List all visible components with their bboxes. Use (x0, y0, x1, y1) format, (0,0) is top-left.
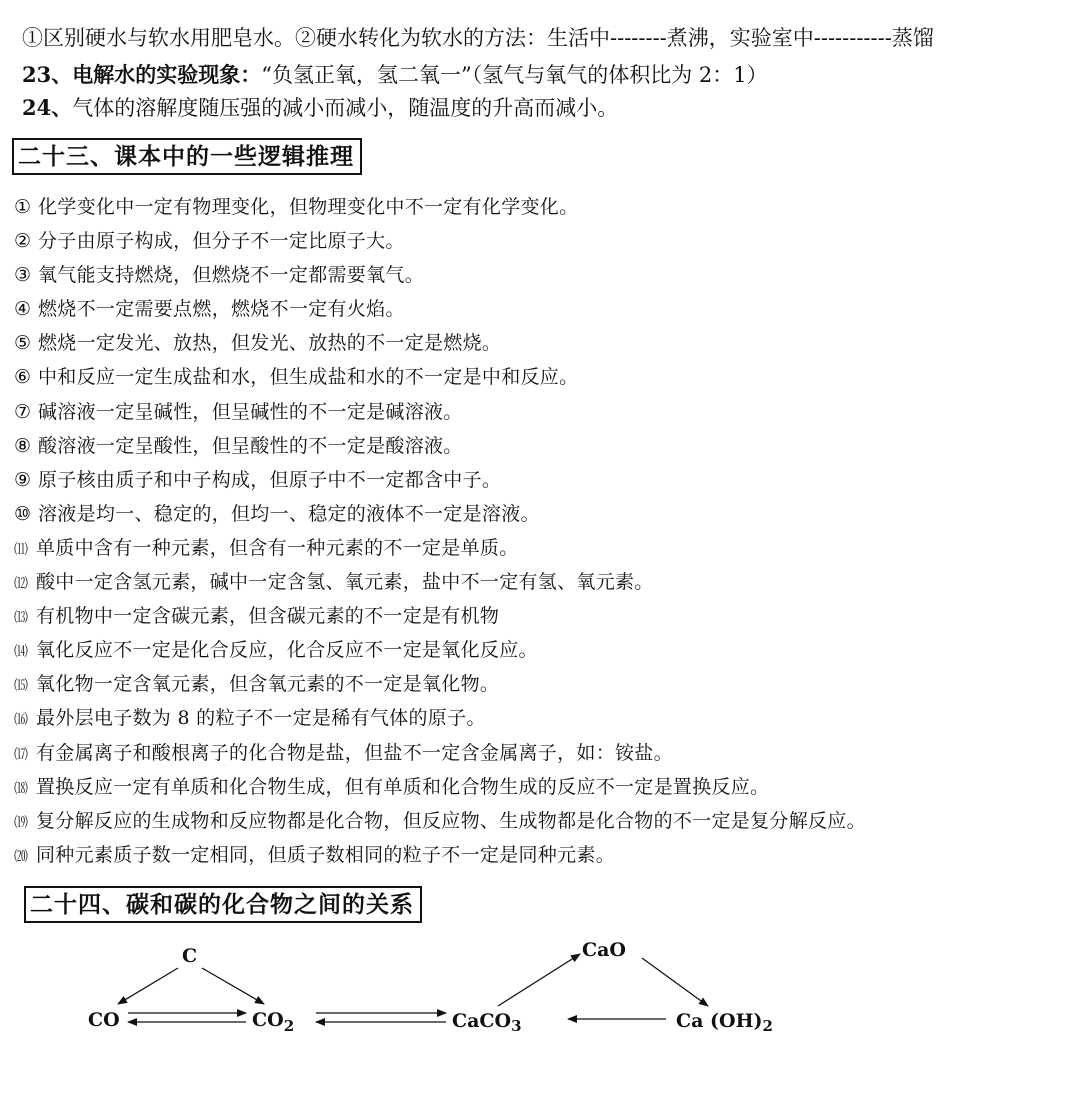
item-marker: ⒀ (14, 610, 29, 627)
item-text: 化学变化中一定有物理变化，但物理变化中不一定有化学变化。 (38, 196, 579, 218)
list-item (14, 565, 866, 599)
item-text: 燃烧一定发光、放热，但发光、放热的不一定是燃烧。 (38, 332, 502, 355)
item-text: 复分解反应的生成物和反应物都是化合物，但反应物、生成物都是化合物的不一定是复分解反应。 (36, 809, 866, 832)
list-item (14, 838, 866, 872)
item-marker: ⑥ (14, 366, 32, 389)
item-marker: ⑿ (14, 576, 29, 593)
item-text: 燃烧不一定需要点燃，燃烧不一定有火焰。 (38, 298, 405, 321)
item-marker: ⒂ (14, 678, 29, 695)
item-marker: ② (14, 230, 32, 253)
item-text: 同种元素质子数一定相同，但质子数相同的粒子不一定是同种元素。 (36, 843, 616, 866)
electrolysis-line (22, 59, 768, 89)
list-item (14, 292, 866, 326)
item-text: 酸中一定含氢元素，碱中一定含氢、氧元素，盐中不一定有氢、氧元素。 (36, 571, 654, 594)
carbon-compounds-diagram (0, 930, 1080, 1106)
item-marker: ⑧ (14, 434, 32, 457)
item-marker: ⑾ (14, 541, 29, 558)
node-co2-sub: 2 (283, 1017, 295, 1035)
arrow-caco3-to-cao (498, 954, 580, 1006)
list-item (14, 360, 866, 394)
item-text: 酸溶液一定呈酸性，但呈酸性的不一定是酸溶液。 (38, 434, 463, 457)
list-item (14, 736, 866, 770)
node-caoh2-sub: 2 (762, 1017, 773, 1035)
list-item (14, 190, 866, 224)
node-caco3-base: CaCO (452, 1010, 512, 1032)
list-item (14, 395, 866, 429)
item-number-24: 24、 (22, 95, 73, 120)
item-marker: ⑤ (14, 332, 32, 355)
section-24-heading: 二十四、碳和碳的化合物之间的关系 (24, 886, 422, 923)
item-text: 分子由原子构成，但分子不一定比原子大。 (38, 230, 405, 253)
item-text: 碱溶液一定呈碱性，但呈碱性的不一定是碱溶液。 (38, 400, 463, 423)
item-marker: ⒁ (14, 644, 29, 661)
list-item (14, 497, 866, 531)
node-co2 (252, 1009, 294, 1035)
item-text: 溶液是均一、稳定的，但均一、稳定的液体不一定是溶液。 (38, 502, 540, 525)
gas-solubility-line (22, 92, 618, 122)
item-marker: ⑦ (14, 400, 32, 423)
list-item (14, 258, 866, 292)
item-text: 有机物中一定含碳元素，但含碳元素的不一定是有机物 (36, 605, 500, 628)
list-item (14, 804, 866, 838)
node-co2-base: CO (252, 1009, 284, 1031)
gas-solubility-text: 气体的溶解度随压强的减小而减小，随温度的升高而减小。 (72, 96, 619, 120)
item-text: 氧化反应不一定是化合反应，化合反应不一定是氧化反应。 (36, 639, 538, 662)
node-caoh2 (676, 1010, 773, 1035)
item-marker: ⑩ (14, 502, 32, 525)
hard-soft-water-line (22, 22, 934, 52)
item-text: 中和反应一定生成盐和水，但生成盐和水的不一定是中和反应。 (38, 366, 579, 389)
item-text: 有金属离子和酸根离子的化合物是盐，但盐不一定含金属离子，如：铵盐。 (36, 741, 673, 764)
item-text: 最外层电子数为 8 的粒子不一定是稀有气体的原子。 (36, 707, 486, 730)
list-item (14, 701, 866, 735)
node-cao: CaO (582, 939, 626, 961)
item-text: 原子核由质子和中子构成，但原子中不一定都含中子。 (38, 468, 502, 491)
item-marker: ⒃ (14, 712, 29, 729)
logic-reasoning-list (14, 190, 866, 872)
item-marker: ① (14, 196, 32, 218)
item-marker: ⒅ (14, 780, 29, 797)
item-marker: ⑨ (14, 468, 32, 491)
list-item (14, 429, 866, 463)
list-item (14, 463, 866, 497)
list-item (14, 633, 866, 667)
list-item (14, 770, 866, 804)
item-marker: ⒄ (14, 746, 29, 763)
node-caco3 (452, 1010, 522, 1035)
item-text: 置换反应一定有单质和化合物生成，但有单质和化合物生成的反应不一定是置换反应。 (36, 775, 770, 798)
node-c: C (182, 945, 198, 967)
list-item (14, 224, 866, 258)
node-caco3-sub: 3 (511, 1017, 522, 1035)
node-co: CO (88, 1009, 120, 1031)
item-marker: ⒇ (14, 848, 29, 865)
list-item (14, 667, 866, 701)
list-item (14, 531, 866, 565)
list-item (14, 326, 866, 360)
item-marker: ⒆ (14, 814, 29, 831)
item-text: 氧气能支持燃烧，但燃烧不一定都需要氧气。 (38, 264, 425, 287)
item-number-23: 23、 (22, 62, 73, 87)
arrow-c-to-co (118, 968, 178, 1004)
item-text: 单质中含有一种元素，但含有一种元素的不一定是单质。 (36, 536, 519, 559)
electrolysis-text: “负氢正氧，氢二氧一”（氢气与氧气的体积比为 2：1） (261, 63, 768, 87)
hard-soft-water-text: ①区别硬水与软水用肥皂水。②硬水转化为软水的方法：生活中--------煮沸，实验室中-----------蒸馏 (22, 26, 934, 50)
section-23-heading: 二十三、课本中的一些逻辑推理 (12, 138, 362, 175)
list-item (14, 599, 866, 633)
item-marker: ③ (14, 264, 32, 287)
electrolysis-keyword: 电解水的实验现象： (72, 62, 262, 87)
arrow-c-to-co2 (202, 968, 264, 1004)
item-text: 氧化物一定含氧元素，但含氧元素的不一定是氧化物。 (36, 673, 500, 696)
item-marker: ④ (14, 298, 32, 321)
arrow-cao-to-caoh2 (642, 958, 708, 1006)
node-caoh2-base: Ca (OH) (676, 1010, 763, 1032)
